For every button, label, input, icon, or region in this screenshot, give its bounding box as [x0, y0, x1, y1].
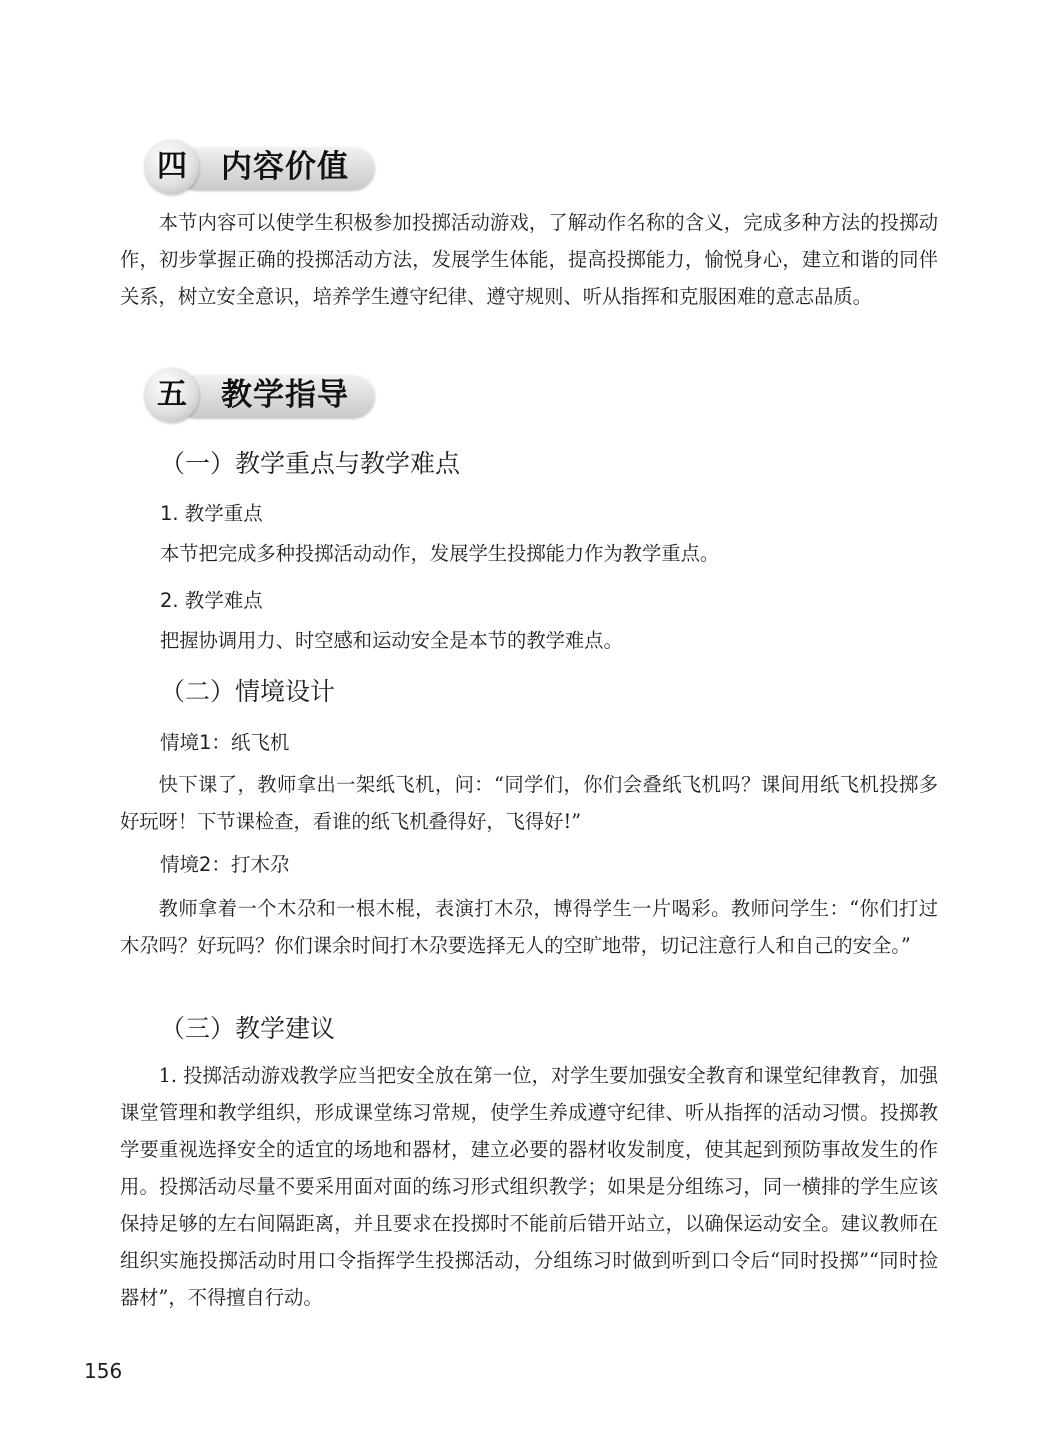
teaching-suggestion-paragraph: 1. 投掷活动游戏教学应当把安全放在第一位，对学生要加强安全教育和课堂纪律教育，加强课堂管理和教学组织，形成课堂练习常规，使学生养成遵守纪律、听从指挥的活动习惯。投掷教学要重视选择安全的适宜的场地和器材，建立必要的器材收发制度，使其起到预防事故发生的作用。投掷活动尽量不要采用面对面的练习形式组织教学；如果是分组练习，同一横排的学生应该保持足够的左右间隔距离，并且要求在投掷时不能前后错开站立，以确保运动安全。建议教师在组织实施投掷活动时用口令指挥学生投掷活动，分组练习时做到听到口令后“同时投掷”“同时捡器材”，不得擅自行动。: [120, 1064, 938, 1309]
subsection-title-scenario-design: （二）情境设计: [160, 677, 336, 706]
scenario-2-title: 情境2：打木尕: [160, 853, 290, 876]
scenario-1-body: 快下课了，教师拿出一架纸飞机，问：“同学们，你们会叠纸飞机吗？课间用纸飞机投掷多好玩呀！下节课检查，看谁的纸飞机叠得好，飞得好!”: [120, 773, 938, 833]
section-title: 内容价值: [221, 149, 349, 185]
section-heading-teaching-guidance: [145, 368, 377, 422]
item-body-key-point: 本节把完成多种投掷活动动作，发展学生投掷能力作为教学重点。: [160, 542, 720, 565]
content-value-paragraph: 本节内容可以使学生积极参加投掷活动游戏，了解动作名称的含义，完成多种方法的投掷动作，初步掌握正确的投掷活动方法，发展学生体能，提高投掷能力，愉悦身心，建立和谐的同伴关系，树立安全意识，培养学生遵守纪律、遵守规则、听从指挥和克服困难的意志品质。: [120, 211, 938, 308]
item-title-difficulty: 2. 教学难点: [160, 589, 263, 612]
subsection-title-teaching-suggestions: （三）教学建议: [160, 1014, 336, 1043]
item-title-key-point: 1. 教学重点: [160, 502, 263, 525]
scenario-1-title: 情境1：纸飞机: [160, 731, 290, 754]
scenario-2-body: 教师拿着一个木尕和一根木棍，表演打木尕，博得学生一片喝彩。教师问学生：“你们打过木尕吗？好玩吗？你们课余时间打木尕要选择无人的空旷地带，切记注意行人和自己的安全。”: [120, 897, 938, 957]
section-number-badge: 五: [145, 368, 199, 422]
section-number-badge: 四: [145, 140, 199, 194]
page-number: 156: [84, 1359, 123, 1383]
subsection-title-key-points: （一）教学重点与教学难点: [160, 449, 461, 478]
section-heading-content-value: [145, 140, 377, 194]
item-body-difficulty: 把握协调用力、时空感和运动安全是本节的教学难点。: [160, 629, 623, 652]
section-title: 教学指导: [221, 377, 349, 413]
